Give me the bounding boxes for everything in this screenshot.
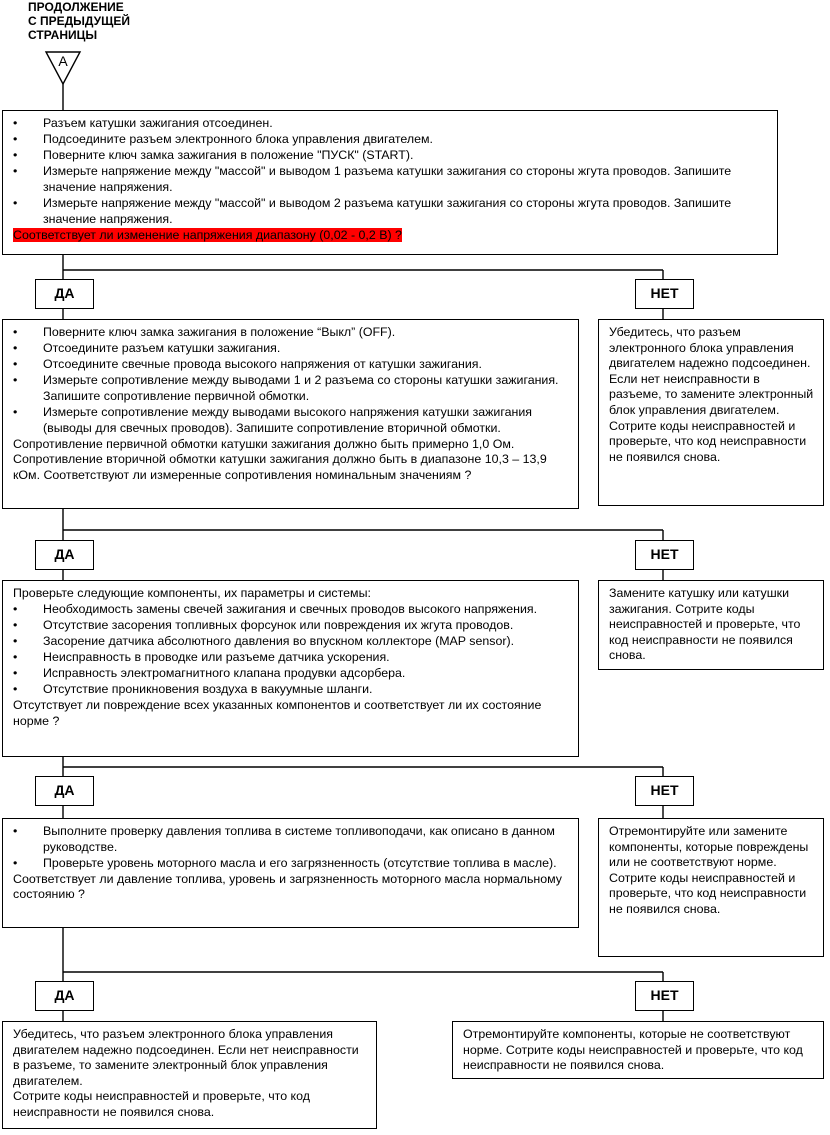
step2-question: Сопротивление первичной обмотки катушки зажигания должно быть примерно 1,0 Ом. Сопротивление вторичной обмотки катушки зажигания должно быть в диапазоне 10,3 – 13,9 кОм. Соответствуют ли измеренные сопротивления номинальным значениям ? [13,436,547,482]
step3-box [2,580,579,757]
step4-item: • Проверьте уровень моторного масла и его загрязненность (отсутствие топлива в масле). [13,856,570,872]
step2-box [2,319,579,509]
step1-box [2,110,778,255]
yes-label-1: ДА [35,279,94,309]
no-label-4: НЕТ [635,981,694,1011]
no-label-2: НЕТ [635,540,694,570]
step2-no-text: Убедитесь, что разъем электронного блока управления двигателем надежно подсоединен. Если нет неисправности в разъеме, то замените электронный блок управления двигателем. Сотрите коды неисправностей и проверьте, что код неисправности не появился снова. [609,325,814,464]
no-label-1: НЕТ [635,279,694,309]
final-yes-text-2: Сотрите коды неисправностей и проверьте, что код неисправности не появился снова. [13,1089,310,1119]
yes-label-3: ДА [35,776,94,806]
step3-intro: Проверьте следующие компоненты, их параметры и системы: [13,586,371,600]
step1-item: • Измерьте напряжение между "массой" и выводом 2 разъема катушки зажигания со стороны жгута проводов. Запишите значение напряжения. [13,196,769,227]
step3-item: • Отсутствие засорения топливных форсунок или повреждения их жгута проводов. [13,618,570,634]
final-yes-text-1: Убедитесь, что разъем электронного блока управления двигателем надежно подсоединен. Если нет неисправности в разъеме, то замените электронный блок управления двигателем. [13,1027,359,1088]
step3-no-box [598,580,824,670]
step4-question: Соответствует ли давление топлива, уровень и загрязненность моторного масла нормальному состоянию ? [13,871,562,902]
step1-item: • Подсоедините разъем электронного блока управления двигателем. [13,132,769,148]
step1-item: • Разъем катушки зажигания отсоединен. [13,116,769,132]
header-line-1: ПРОДОЛЖЕНИЕ [28,0,124,14]
yes-label-2: ДА [35,540,94,570]
step3-item: • Исправность электромагнитного клапана продувки адсорбера. [13,666,570,682]
continuation-header [28,0,130,42]
step3-item: • Неисправность в проводке или разъеме датчика ускорения. [13,650,570,666]
step3-question: Отсутствует ли повреждение всех указанных компонентов и соответствует ли их состояние норме ? [13,698,542,728]
step1-item: • Поверните ключ замка зажигания в положение "ПУСК" (START). [13,148,769,164]
step2-item: • Измерьте сопротивление между выводами высокого напряжения катушки зажигания (выводы для свечных проводов). Запишите сопротивление вторичной обмотки. [13,405,570,436]
connector-label: A [58,53,68,69]
step4-no-box [598,818,824,957]
step3-item: • Отсутствие проникновения воздуха в вакуумные шланги. [13,682,570,698]
step2-item: • Поверните ключ замка зажигания в положение “Выкл” (OFF). [13,325,570,341]
step4-item: • Выполните проверку давления топлива в системе топливоподачи, как описано в данном руководстве. [13,824,570,855]
step1-question: Соответствует ли изменение напряжения диапазону (0,02 - 0,2 В) ? [13,227,402,242]
step4-no-text-2: Сотрите коды неисправностей и проверьте, что код неисправности не появился снова. [609,870,807,916]
step3-item: • Необходимость замены свечей зажигания и свечных проводов высокого напряжения. [13,602,570,618]
step3-no-text: Замените катушку или катушки зажигания. Сотрите коды неисправностей и проверьте, что код неисправности не появился снова. [609,586,801,663]
step1-item: • Измерьте напряжение между "массой" и выводом 1 разъема катушки зажигания со стороны жгута проводов. Запишите значение напряжения. [13,164,769,195]
step3-item: • Засорение датчика абсолютного давления во впускном коллекторе (MAP sensor). [13,634,570,650]
yes-label-4: ДА [35,981,94,1011]
header-line-2: С ПРЕДЫДУЩЕЙ [28,14,130,28]
step2-item: • Измерьте сопротивление между выводами 1 и 2 разъема со стороны катушки зажигания. Запишите сопротивление первичной обмотки. [13,373,570,404]
step2-item: • Отсоедините свечные провода высокого напряжения от катушки зажигания. [13,357,570,373]
final-yes-box [2,1021,377,1129]
step2-no-box [598,319,824,506]
final-no-text: Отремонтируйте компоненты, которые не соответствуют норме. Сотрите коды неисправностей и проверьте, что код неисправности не появился снова. [463,1027,803,1073]
step4-no-text-1: Отремонтируйте или замените компоненты, которые повреждены или не соответствуют норме. [609,824,809,870]
final-no-box [452,1021,824,1079]
step4-box [2,818,579,928]
step2-item: • Отсоедините разъем катушки зажигания. [13,341,570,357]
no-label-3: НЕТ [635,776,694,806]
header-line-3: СТРАНИЦЫ [28,28,98,42]
